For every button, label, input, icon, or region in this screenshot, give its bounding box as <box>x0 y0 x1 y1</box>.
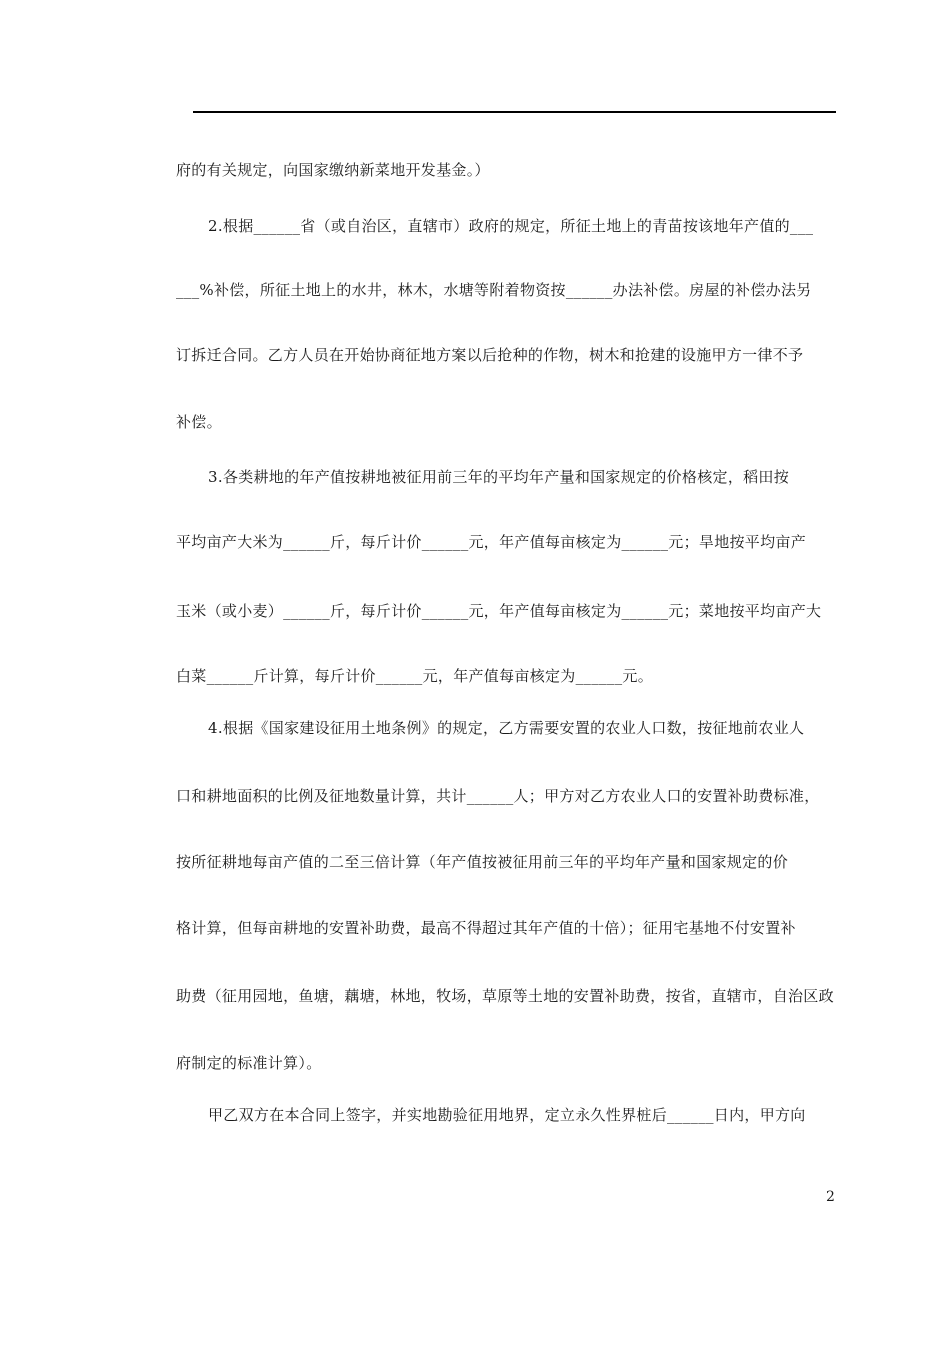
text-line: 补偿。 <box>176 413 222 431</box>
text-line: 甲乙双方在本合同上签字，并实地勘验征用地界，定立永久性界桩后______日内，甲方向 <box>208 1106 806 1124</box>
text-line: 白菜______斤计算，每斤计价______元，年产值每亩核定为______元。 <box>176 667 654 685</box>
text-line: 府制定的标准计算）。 <box>176 1054 322 1072</box>
text-line: 助费（征用园地，鱼塘，藕塘，林地，牧场，草原等土地的安置补助费，按省，直辖市，自治区政 <box>176 987 834 1005</box>
text-line: 格计算，但每亩耕地的安置补助费，最高不得超过其年产值的十倍）；征用宅基地不付安置补 <box>176 919 796 937</box>
text-line: 府的有关规定，向国家缴纳新菜地开发基金。） <box>176 161 490 179</box>
page-number: 2 <box>826 1189 835 1205</box>
text-line: 平均亩产大米为______斤，每斤计价______元，年产值每亩核定为______元；旱地按平均亩产 <box>176 533 807 551</box>
text-line: 2.根据______省（或自治区，直辖市）政府的规定，所征土地上的青苗按该地年产值的___ <box>208 217 814 235</box>
text-line: 4.根据《国家建设征用土地条例》的规定，乙方需要安置的农业人口数，按征地前农业人 <box>208 719 805 737</box>
text-line: ___%补偿，所征土地上的水井，林木，水塘等附着物资按______办法补偿。房屋的补偿办法另 <box>176 281 812 299</box>
header-rule <box>193 111 836 113</box>
text-line: 玉米（或小麦）______斤，每斤计价______元，年产值每亩核定为______元；菜地按平均亩产大 <box>176 602 822 620</box>
text-line: 3.各类耕地的年产值按耕地被征用前三年的平均年产量和国家规定的价格核定，稻田按 <box>208 468 790 486</box>
text-line: 订拆迁合同。乙方人员在开始协商征地方案以后抢种的作物，树木和抢建的设施甲方一律不予 <box>176 346 804 364</box>
text-line: 口和耕地面积的比例及征地数量计算，共计______人；甲方对乙方农业人口的安置补助费标准， <box>176 787 820 805</box>
text-line: 按所征耕地每亩产值的二至三倍计算（年产值按被征用前三年的平均年产量和国家规定的价 <box>176 853 789 871</box>
